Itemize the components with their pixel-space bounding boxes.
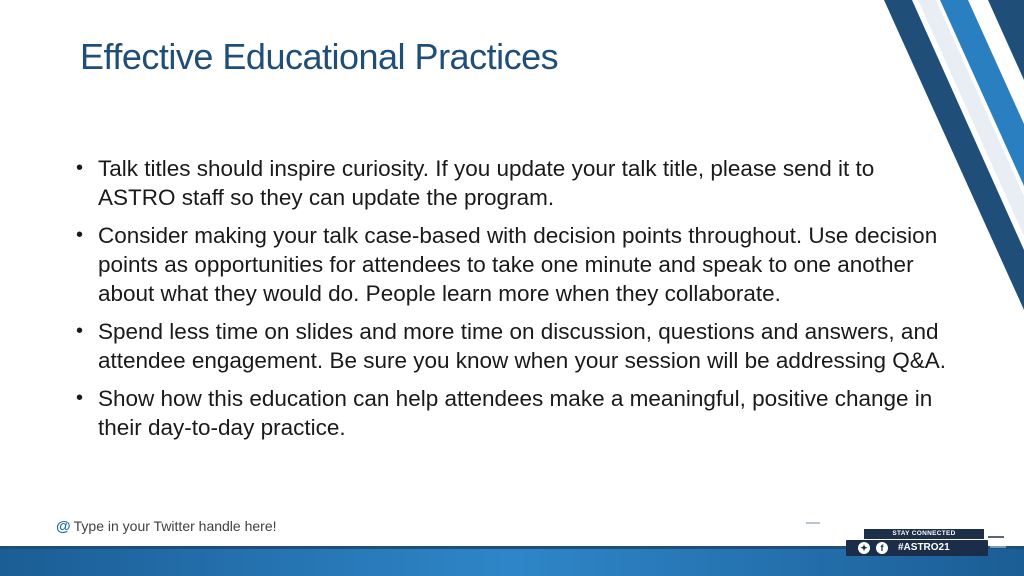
facebook-icon: f [876, 542, 888, 554]
bullet-glyph: • [76, 387, 84, 409]
bullet-glyph: • [76, 157, 84, 179]
bullet-text: Consider making your talk case-based with decision points throughout. Use decision points as opportunities for attendees to take one minute and speak to one another about what they would do. People learn more when they collaborate. [98, 223, 938, 306]
bullet-list [74, 154, 954, 451]
bullet-glyph: • [76, 224, 84, 246]
bullet-text: Talk titles should inspire curiosity. If you update your talk title, please send it to ASTRO staff so they can update the program. [98, 156, 875, 210]
stay-connected-badge [806, 520, 1006, 560]
at-icon: @ [56, 518, 71, 535]
hashtag-banner [846, 540, 988, 556]
bullet-item [74, 154, 954, 212]
bullet-item [74, 221, 954, 308]
bullet-text: Show how this education can help attendees make a meaningful, positive change in their day-to-day practice. [98, 386, 933, 440]
twitter-icon: ✦ [858, 542, 870, 554]
stay-connected-label: STAY CONNECTED [864, 529, 984, 539]
bullet-item [74, 384, 954, 442]
bullet-text: Spend less time on slides and more time on discussion, questions and answers, and attendee engagement. Be sure you know when your session will be addressing Q&A. [98, 319, 947, 373]
bullet-glyph: • [76, 320, 84, 342]
hashtag-label: #ASTRO21 [898, 542, 950, 553]
slide-title: Effective Educational Practices [80, 36, 559, 77]
bullet-item [74, 317, 954, 375]
twitter-handle-placeholder [56, 518, 277, 535]
twitter-handle-text: Type in your Twitter handle here! [73, 518, 277, 534]
